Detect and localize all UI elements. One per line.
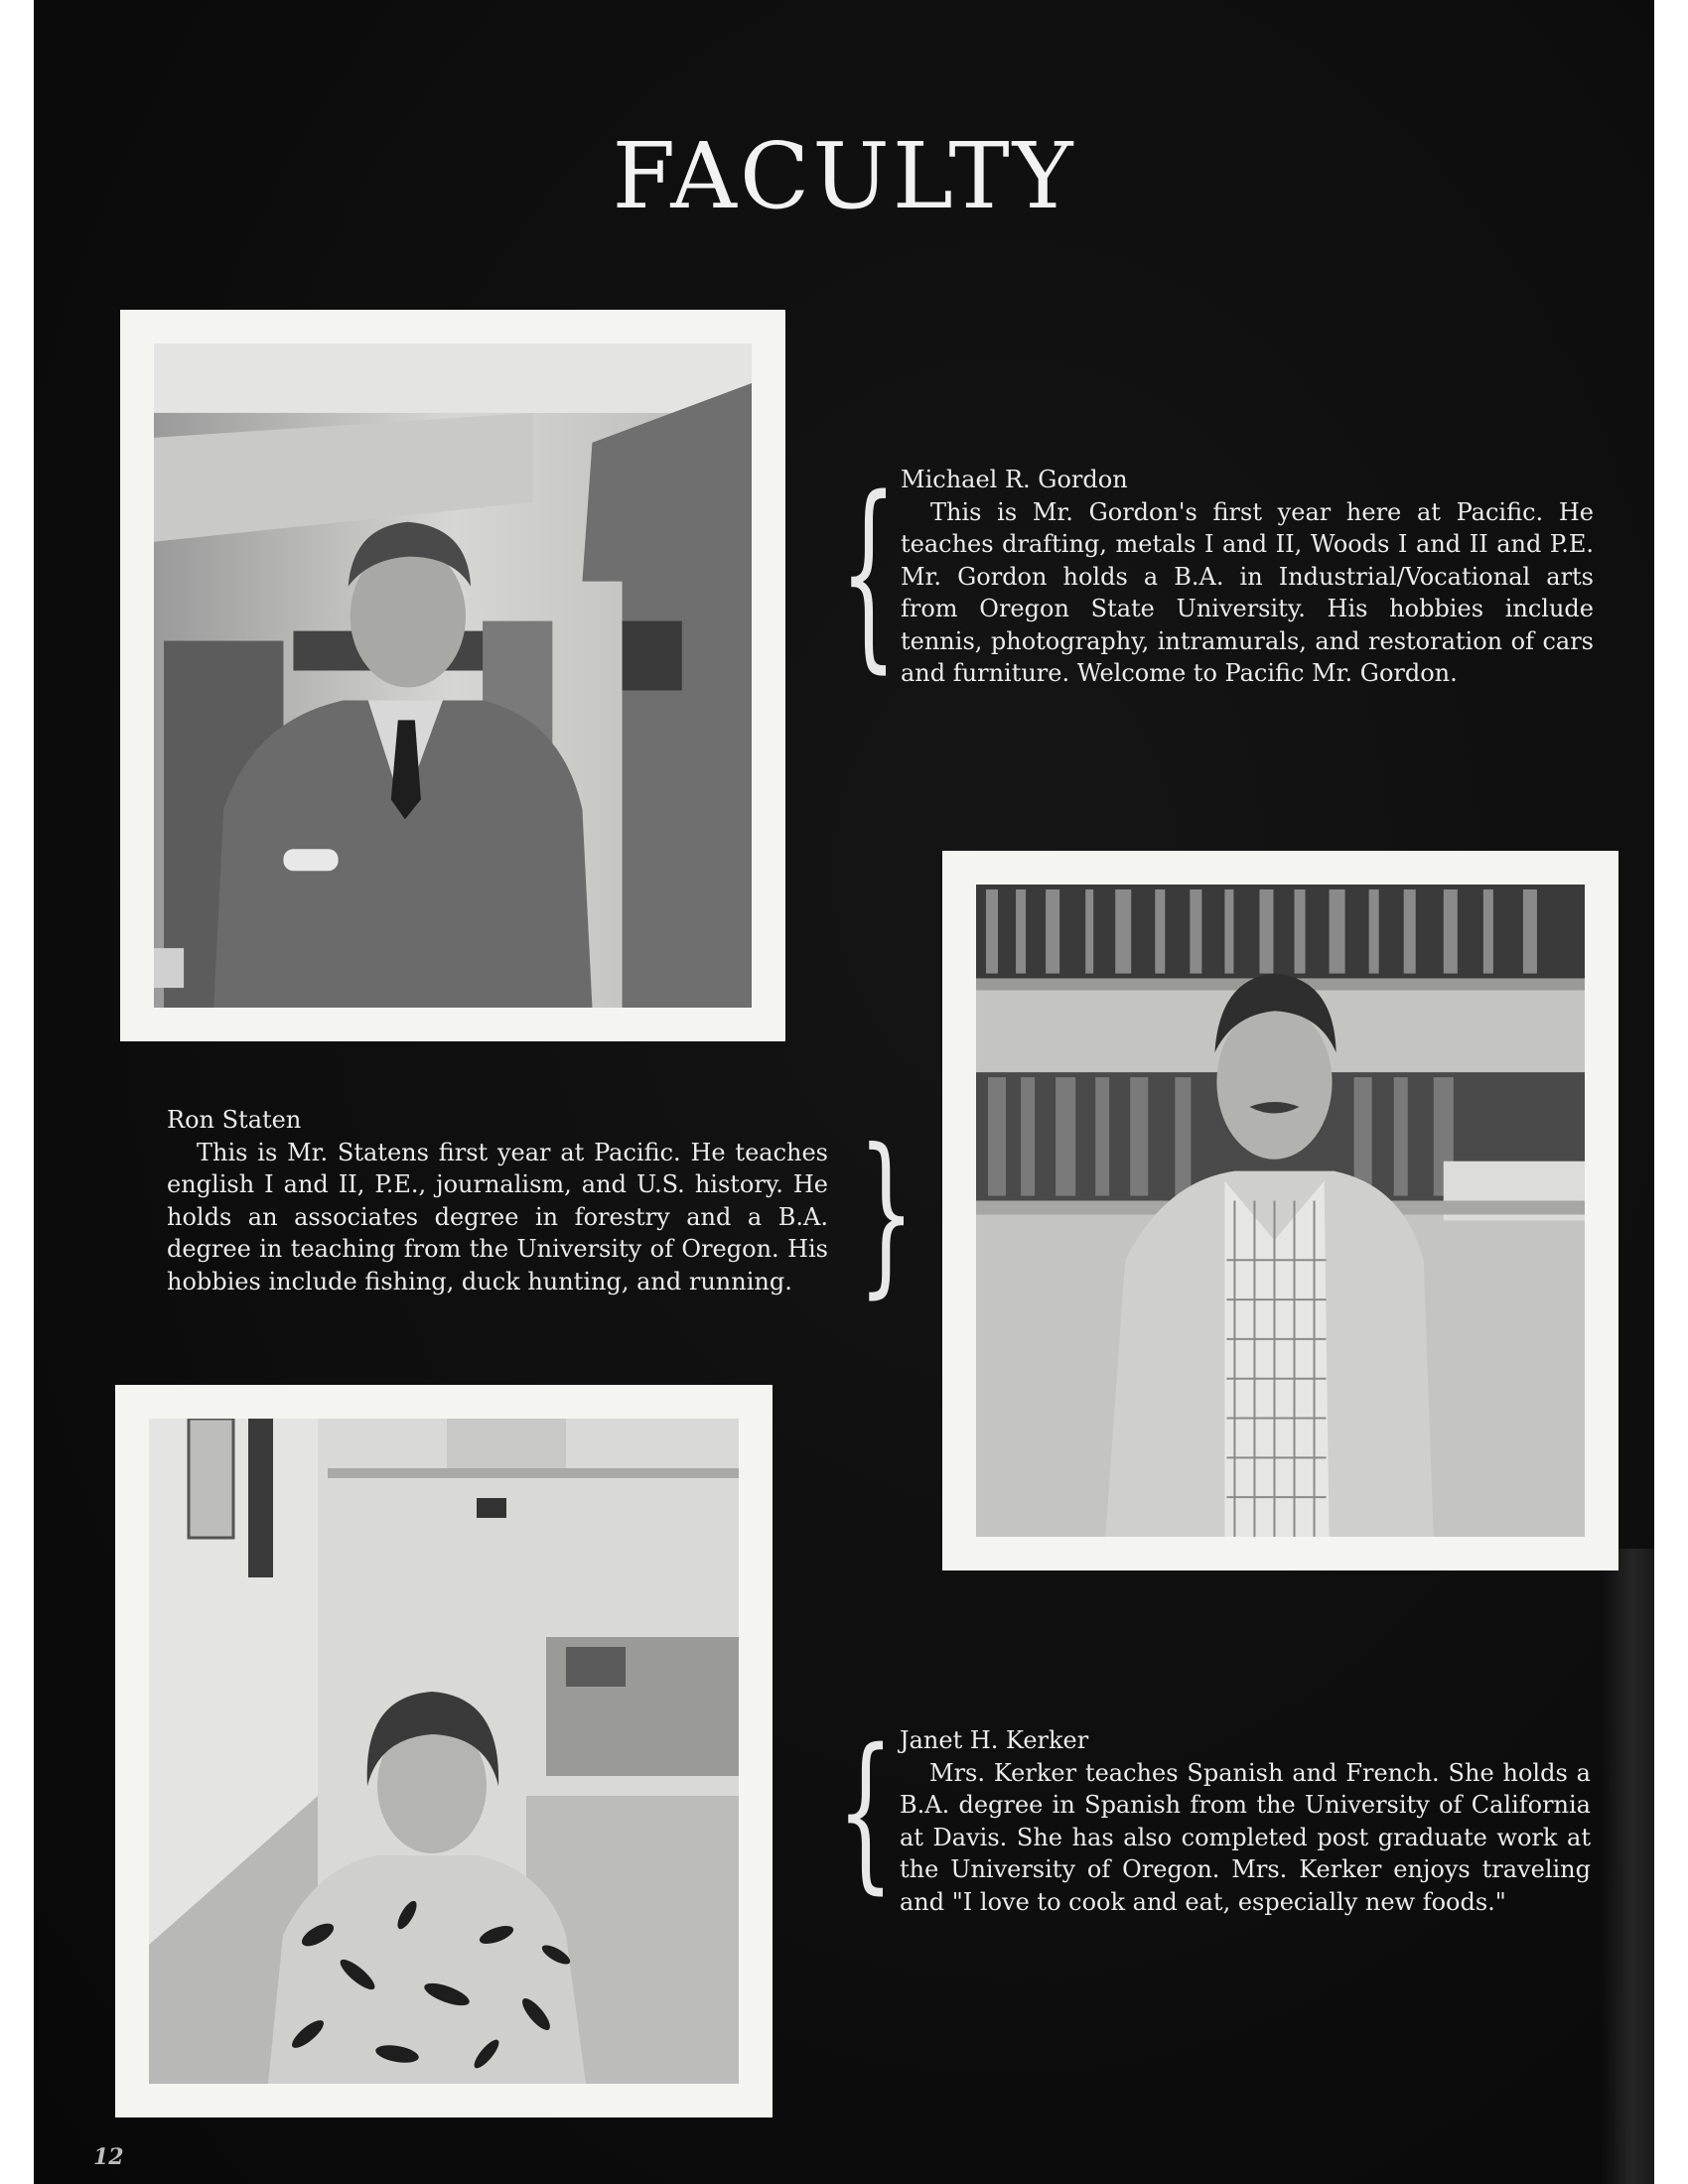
- faculty-bio-staten: This is Mr. Statens first year at Pacific. He teaches english I and II, P.E., journalism, and U.S. history. He holds an associates degree in forestry and a B.A. degree in teaching from the University of Oregon. His hobbies include fishing, duck hunting, and running.: [167, 1138, 828, 1296]
- photo-staten-image: [976, 885, 1585, 1537]
- faculty-bio-kerker: Mrs. Kerker teaches Spanish and French. She holds a B.A. degree in Spanish from the University of California at Davis. She has also completed post graduate work at the University of Oregon. Mrs. Kerker enjoys traveling and "I love to cook and eat, especially new foods.": [900, 1758, 1591, 1916]
- bio-staten: [167, 1104, 828, 1297]
- photo-kerker: [115, 1385, 773, 2117]
- faculty-name-gordon: Michael R. Gordon: [901, 466, 1128, 493]
- faculty-name-staten: Ron Staten: [167, 1106, 302, 1134]
- bio-kerker: [900, 1724, 1591, 1918]
- photo-gordon-image: [154, 343, 752, 1008]
- page-number: 12: [93, 2144, 124, 2170]
- page-edge-shadow: [1601, 1549, 1654, 2184]
- page-title: FACULTY: [612, 123, 1076, 229]
- photo-gordon: [120, 310, 785, 1041]
- photo-kerker-image: [149, 1419, 739, 2084]
- brace-kerker: {: [837, 1711, 895, 1910]
- bio-gordon: [901, 464, 1594, 690]
- faculty-bio-gordon: This is Mr. Gordon's first year here at Pacific. He teaches drafting, metals I and II, Woods I and II and P.E. Mr. Gordon holds a B.A. in Industrial/Vocational arts from Oregon State University. His hobbies include tennis, photography, intramurals, and restoration of cars and furniture. Welcome to Pacific Mr. Gordon.: [901, 497, 1594, 687]
- brace-staten: }: [858, 1111, 915, 1314]
- brace-gordon: {: [840, 453, 898, 692]
- photo-staten: [942, 851, 1618, 1570]
- faculty-name-kerker: Janet H. Kerker: [900, 1726, 1089, 1754]
